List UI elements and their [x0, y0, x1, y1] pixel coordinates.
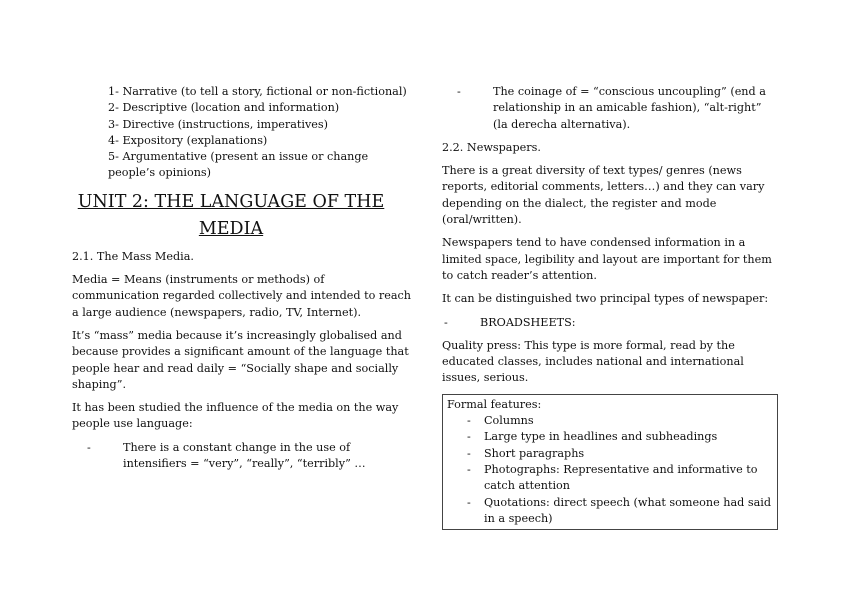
formal-features-box [442, 394, 778, 530]
formal-feature-item [447, 495, 773, 528]
dash-bullet-icon: - [467, 495, 471, 509]
paragraph-text-types: There is a great diversity of text types/ genres (news reports, editorial comments, letters…) and they can vary depending on the dialect, the register and mode (oral/written). [442, 164, 765, 227]
paragraph-media-definition: Media = Means (instruments or methods) of communication regarded collectively and intended to reach a large audience (newspapers, radio, TV, Internet). [72, 273, 411, 319]
paragraph-condensed-info: Newspapers tend to have condensed information in a limited space, legibility and layout are important for them to catch reader’s attention. [442, 236, 772, 282]
paragraph-media-influence: It has been studied the influence of the media on the way people use language: [72, 401, 399, 431]
text-types-list [108, 84, 412, 182]
feature-text: Quotations: direct speech (what someone had said in a speech) [484, 495, 771, 525]
dash-bullet-icon: - [467, 462, 471, 476]
section-heading-mass-media: 2.1. The Mass Media. [72, 249, 194, 263]
right-column [442, 84, 778, 530]
text-type-item: 1- Narrative (to tell a story, fictional or non-fictional) [108, 85, 407, 98]
broadsheets-item [444, 315, 778, 331]
dash-bullet-icon: - [457, 85, 461, 98]
text-type-item: 5- Argumentative (present an issue or change people’s opinions) [108, 150, 369, 180]
formal-feature-item [447, 429, 773, 445]
formal-feature-item [447, 413, 773, 429]
dash-bullet-icon: - [467, 446, 471, 460]
paragraph-mass-media: It’s “mass” media because it’s increasingly globalised and because provides a significant amount of the language that people hear and read daily = “Socially shape and socially shaping”. [72, 328, 409, 391]
list-item-text: There is a constant change in the use of intensifiers = “very”, “really”, “terribly” … [123, 440, 366, 471]
formal-feature-item [447, 446, 773, 462]
paragraph-quality-press: Quality press: This type is more formal, read by the educated classes, includes national and international issues, serious. [442, 338, 744, 385]
feature-text: Large type in headlines and subheadings [484, 430, 718, 444]
feature-text: Photographs: Representative and informative to catch attention [484, 462, 758, 493]
list-item [457, 84, 778, 133]
dash-bullet-icon: - [444, 315, 448, 329]
list-item-text: The coinage of = “conscious uncoupling” (end a relationship in an amicable fashion), “alt-right” (la derecha alternativa). [493, 85, 766, 131]
section-heading-newspapers: 2.2. Newspapers. [442, 140, 541, 154]
dash-bullet-icon: - [467, 414, 471, 428]
influence-list [72, 440, 412, 473]
dash-bullet-icon: - [87, 440, 91, 454]
text-type-item: 4- Expository (explanations) [108, 133, 268, 147]
coinage-list [442, 84, 778, 133]
text-type-item: 2- Descriptive (location and information) [108, 101, 340, 115]
unit-title: UNIT 2: THE LANGUAGE OF THE MEDIA [77, 191, 385, 239]
text-type-item: 3- Directive (instructions, imperatives) [108, 117, 328, 131]
paragraph-two-types: It can be distinguished two principal types of newspaper: [442, 292, 769, 306]
formal-feature-item [447, 462, 773, 495]
broadsheets-label: BROADSHEETS: [480, 315, 576, 329]
formal-features-list [447, 413, 773, 527]
feature-text: Columns [484, 414, 534, 428]
formal-features-title: Formal features: [447, 397, 542, 411]
dash-bullet-icon: - [467, 430, 471, 444]
feature-text: Short paragraphs [484, 446, 585, 460]
list-item [87, 440, 412, 473]
left-column [72, 84, 412, 479]
